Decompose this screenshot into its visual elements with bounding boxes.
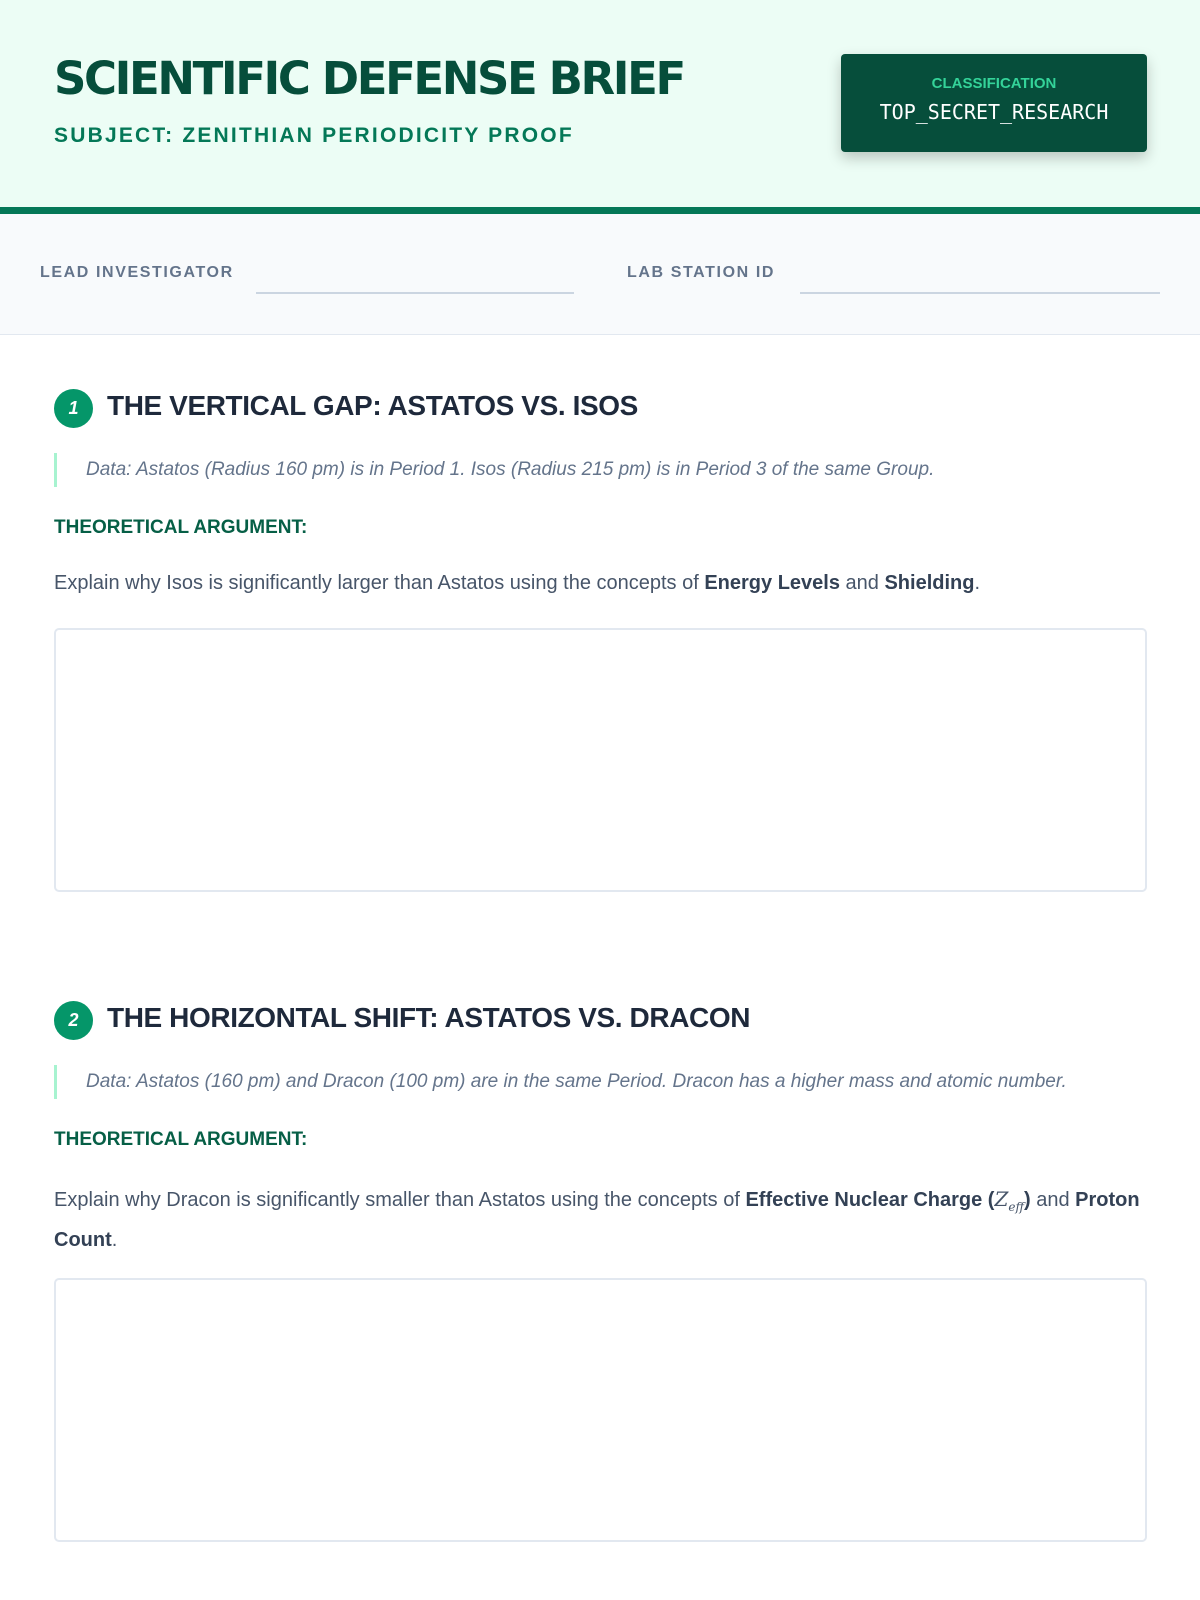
- zeff-base: Z: [994, 1187, 1009, 1211]
- zeff-subscript: eff: [1008, 1200, 1024, 1214]
- lab-station-label: LAB STATION ID: [627, 264, 776, 281]
- brief-header: [0, 0, 1200, 214]
- meta-fields: [0, 214, 1200, 335]
- lab-station-field[interactable]: [800, 292, 1160, 294]
- section-1-answer-box[interactable]: [54, 628, 1147, 892]
- section-1-prompt-end: .: [974, 572, 981, 594]
- section-2-connector: and: [1030, 1189, 1076, 1211]
- section-2-argument-label: THEORETICAL ARGUMENT:: [54, 1129, 308, 1150]
- zeff-symbol: [994, 1187, 1024, 1214]
- section-2-answer-box[interactable]: [54, 1278, 1147, 1542]
- page-subtitle: SUBJECT: ZENITHIAN PERIODICITY PROOF: [54, 124, 574, 147]
- lead-investigator-label: LEAD INVESTIGATOR: [40, 264, 234, 281]
- section-2-number-badge: 2: [54, 1001, 93, 1040]
- classification-value: TOP_SECRET_RESEARCH: [879, 100, 1109, 124]
- lead-investigator-field[interactable]: [256, 292, 574, 294]
- section-2-term1-text: Effective Nuclear Charge (: [745, 1189, 995, 1211]
- classification-badge: [841, 54, 1147, 152]
- section-2-term-effective-nuclear-charge: [745, 1187, 1031, 1214]
- section-2-data-note: Data: Astatos (160 pm) and Dracon (100 pm) are in the same Period. Dracon has a higher mass and atomic number.: [54, 1065, 1154, 1099]
- section-2-prompt-end: .: [111, 1229, 118, 1251]
- section-1-prompt: [54, 567, 1148, 600]
- section-1-prompt-intro: Explain why Isos is significantly larger than Astatos using the concepts of: [54, 572, 705, 594]
- page-title: SCIENTIFIC DEFENSE BRIEF: [54, 52, 684, 105]
- section-2-term-proton-count: Proton Count: [54, 1189, 1140, 1251]
- section-1-connector: and: [839, 572, 885, 594]
- classification-label: CLASSIFICATION: [931, 75, 1057, 92]
- section-1-title: THE VERTICAL GAP: ASTATOS VS. ISOS: [107, 390, 638, 421]
- section-2-prompt-intro: Explain why Dracon is significantly smaller than Astatos using the concepts of: [54, 1189, 746, 1211]
- section-1-term-shielding: Shielding: [884, 572, 975, 594]
- section-1-data-note: Data: Astatos (Radius 160 pm) is in Period 1. Isos (Radius 215 pm) is in Period 3 of the same Group.: [54, 453, 1154, 487]
- section-1-argument-label: THEORETICAL ARGUMENT:: [54, 517, 308, 538]
- section-2-title: THE HORIZONTAL SHIFT: ASTATOS VS. DRACON: [107, 1002, 751, 1033]
- section-1-term-energy-levels: Energy Levels: [704, 572, 840, 594]
- section-2-prompt: [54, 1183, 1148, 1257]
- section-1-number-badge: 1: [54, 389, 93, 428]
- section-2-term1-close: ): [1023, 1189, 1031, 1211]
